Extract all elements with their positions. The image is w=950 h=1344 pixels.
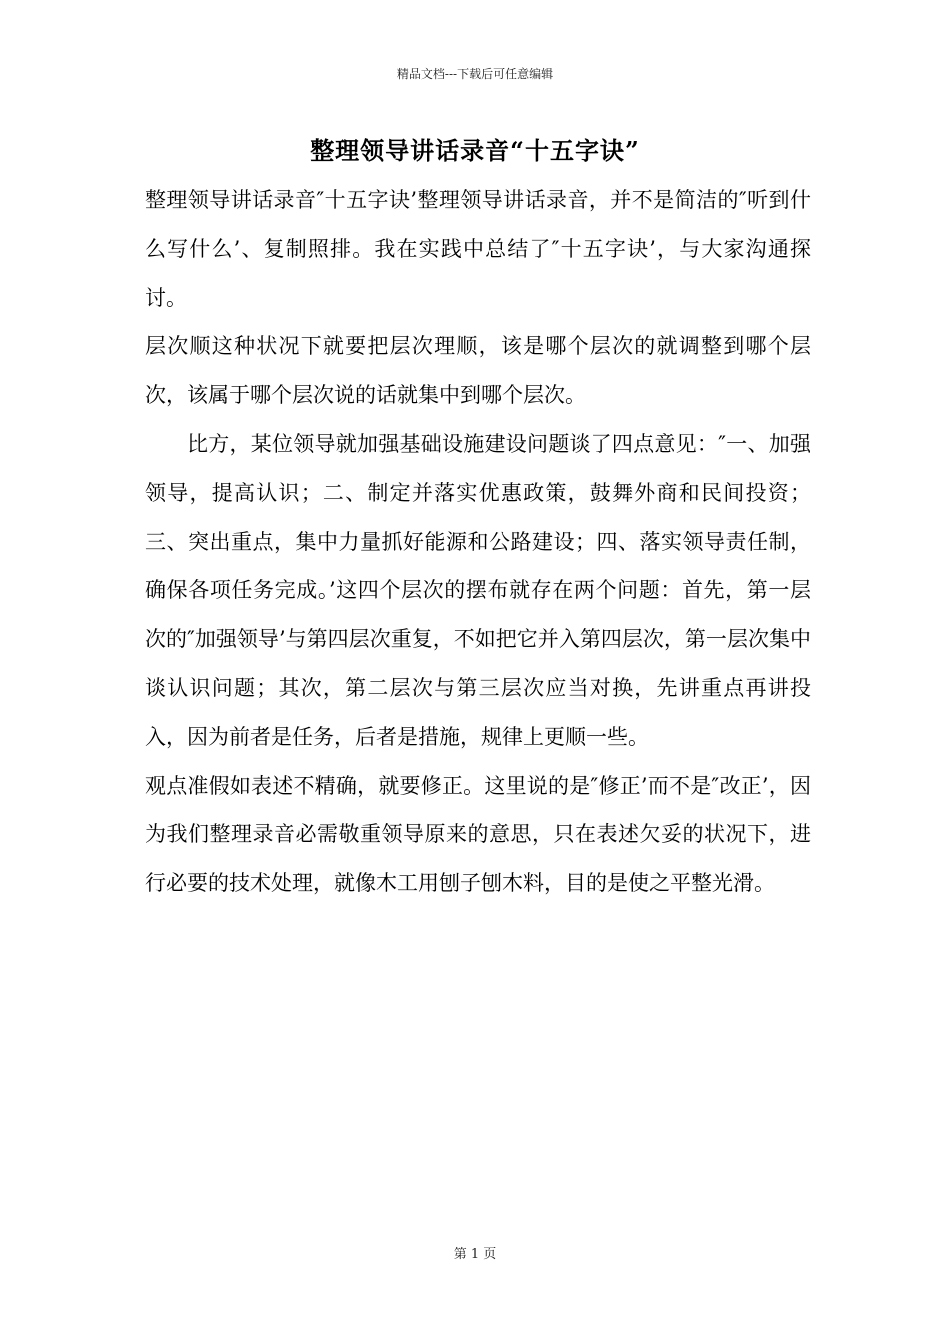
page-header: 精品文档---下载后可任意编辑 — [396, 67, 554, 81]
page-number: 第 1 页 — [453, 1247, 497, 1262]
document-title: 整理领导讲话录音“十五字诀” — [310, 136, 640, 165]
document-body — [145, 176, 811, 908]
paragraph-hierarchy: 层次顺这种状况下就要把层次理顺，该是哪个层次的就调整到哪个层次，该属于哪个层次说的话就集中到哪个层次。 — [145, 334, 811, 408]
paragraph-intro: 整理领导讲话录音″十五字诀’整理领导讲话录音，并不是简洁的″听到什么写什么’、复制照排。我在实践中总结了″十五字诀’，与大家沟通探讨。 — [145, 188, 811, 310]
paragraph-viewpoint: 观点准假如表述不精确，就要修正。这里说的是″修正’而不是″改正’，因为我们整理录音必需敬重领导原来的意思，只在表述欠妥的状况下，进行必要的技术处理，就像木工用刨子刨木料，目的是使之平整光滑。 — [145, 773, 811, 896]
paragraph-example: 比方，某位领导就加强基础设施建设问题谈了四点意见：″一、加强领导，提高认识；二、制定并落实优惠政策，鼓舞外商和民间投资；三、突出重点，集中力量抓好能源和公路建设；四、落实领导责任制，确保各项任务完成。’这四个层次的摆布就存在两个问题：首先，第一层次的″加强领导’与第四层次重复，不如把它并入第四层次，第一层次集中谈认识问题；其次，第二层次与第三层次应当对换，先讲重点再讲投入，因为前者是任务，后者是措施，规律上更顺一些。 — [145, 431, 811, 749]
